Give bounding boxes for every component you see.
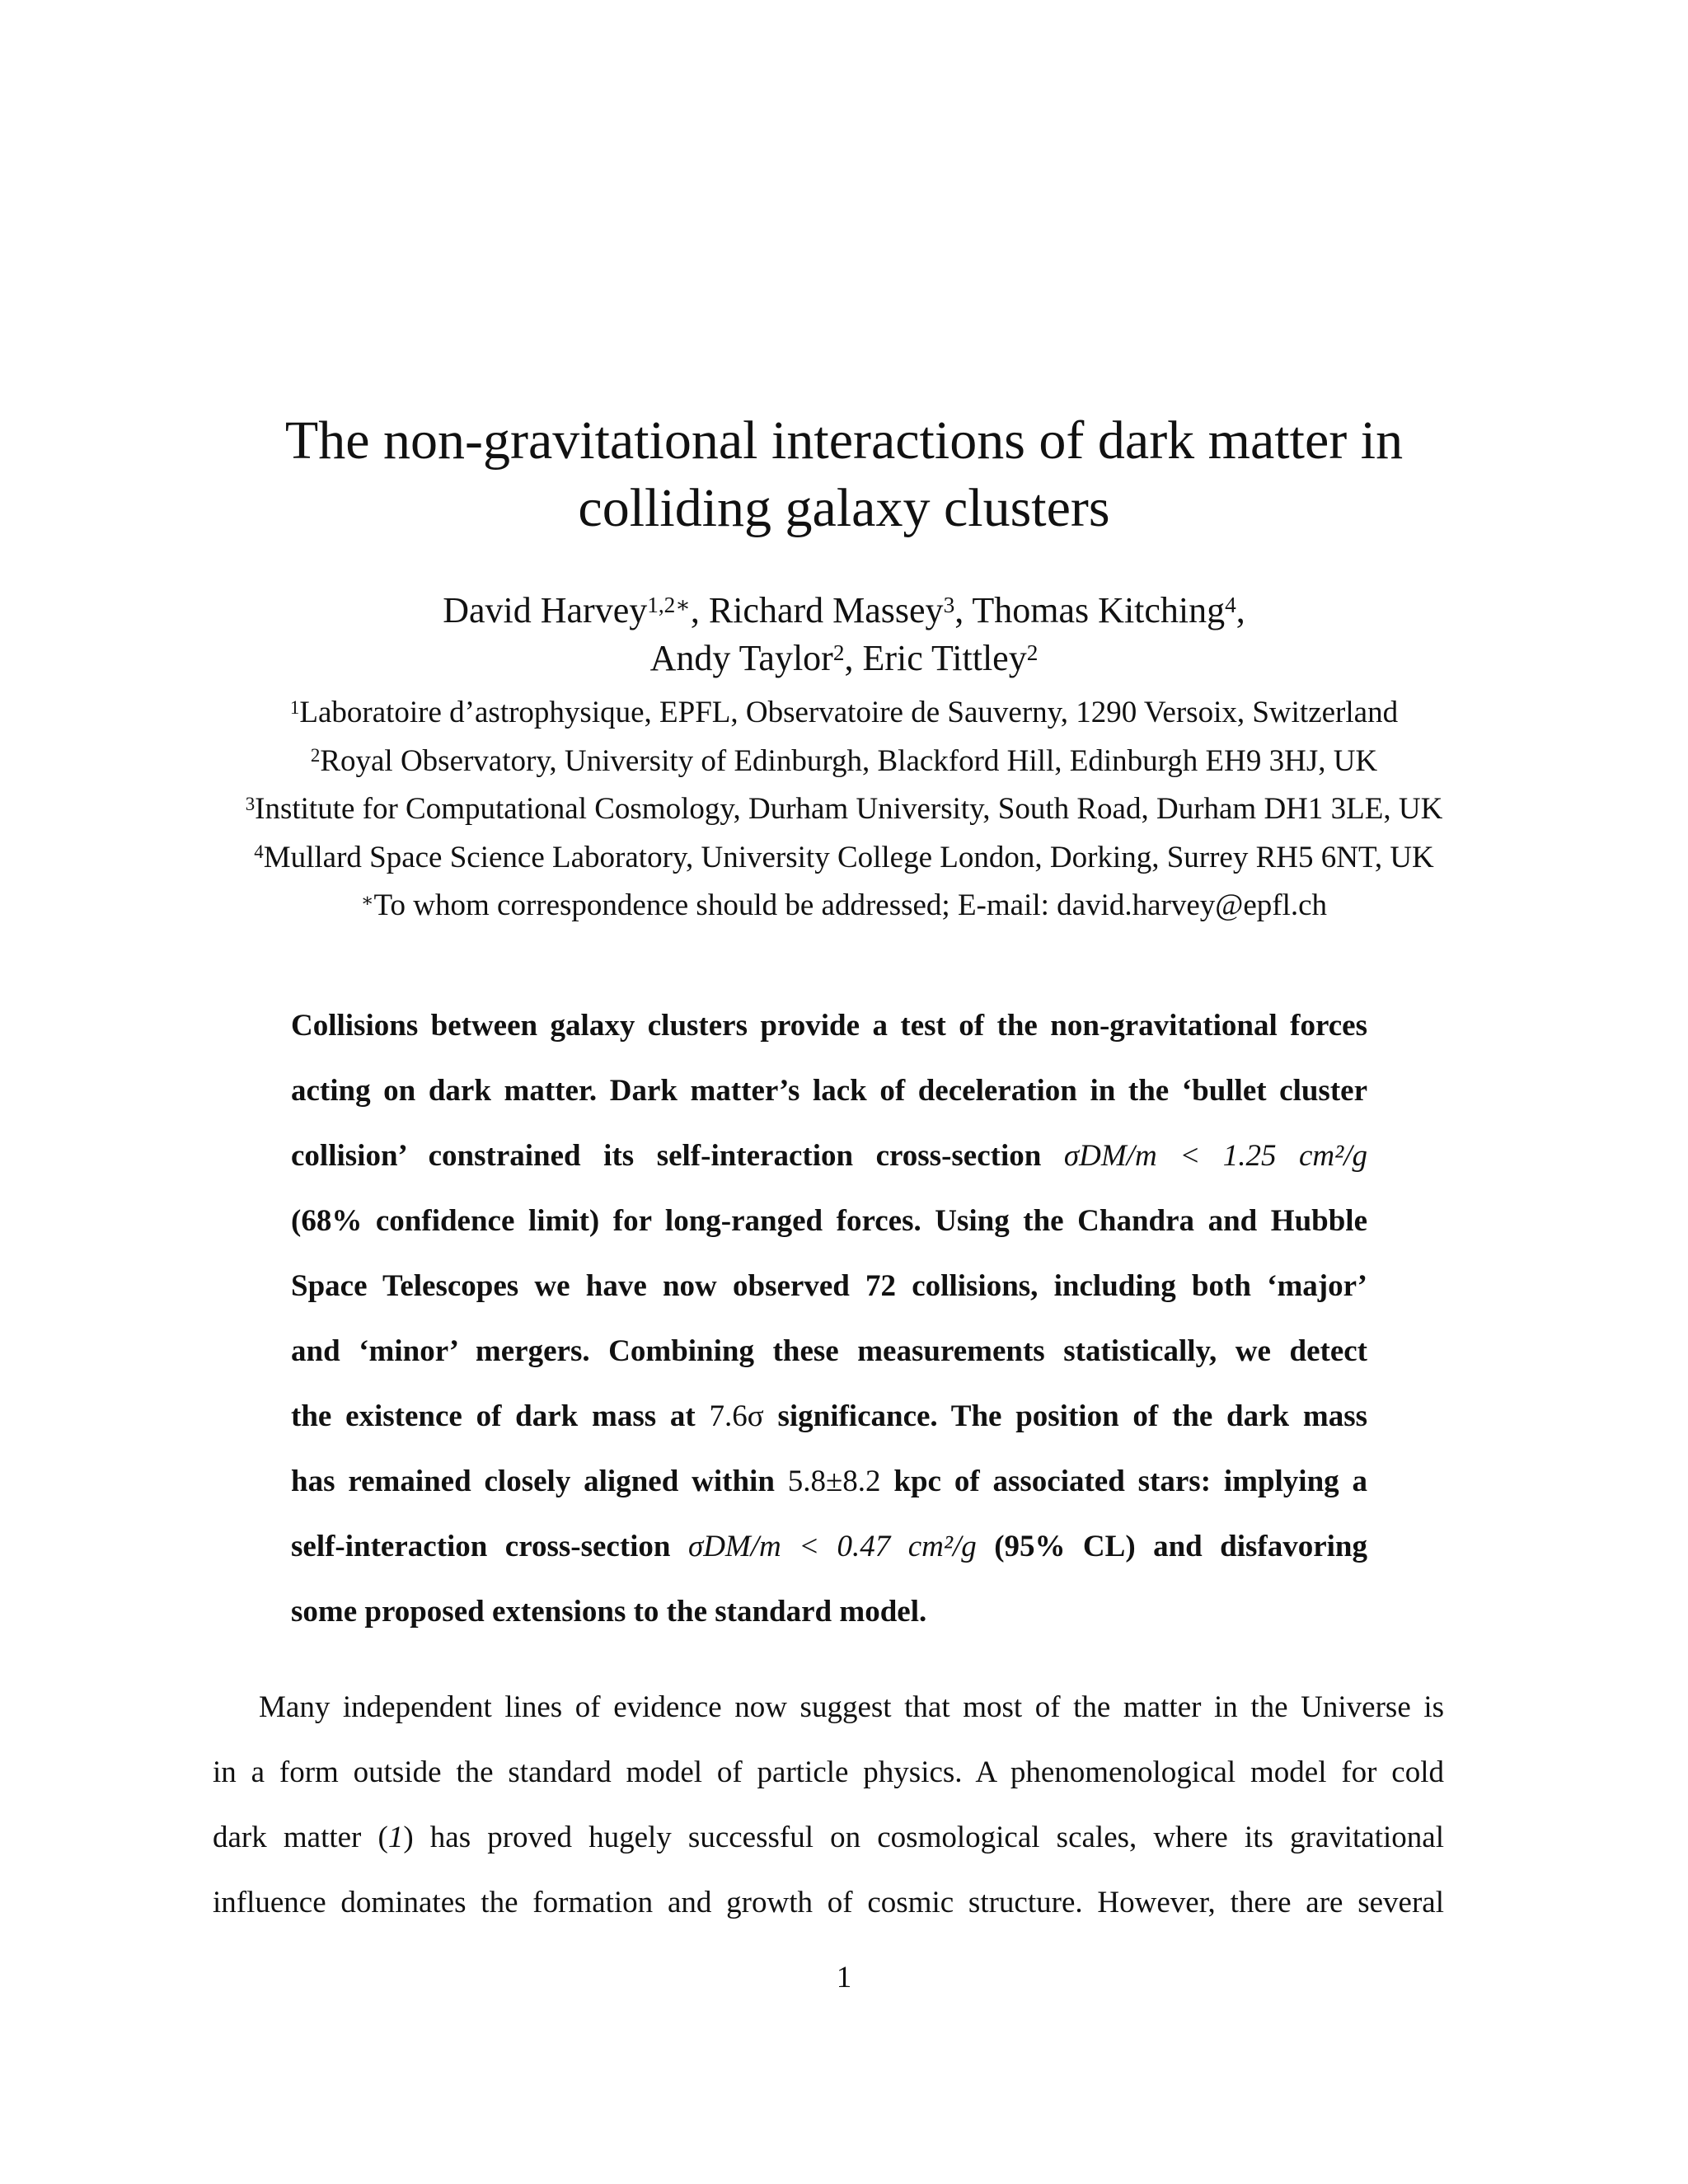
math-expression: σDM/m < 0.47 cm²/g <box>687 1530 977 1563</box>
abstract-line <box>291 1123 1367 1188</box>
abstract-line <box>291 1449 1367 1514</box>
author-affil-marker: 2 <box>1026 640 1039 665</box>
affiliation-text: Royal Observatory, University of Edinburgh, Blackford Hill, Edinburgh EH9 3HJ, UK <box>320 743 1378 778</box>
abstract <box>291 993 1367 1644</box>
affiliation-list <box>0 689 1688 930</box>
affiliation <box>0 738 1688 786</box>
author-name: Thomas Kitching <box>972 590 1226 630</box>
affiliation-text: Mullard Space Science Laboratory, University College London, Dorking, Surrey RH5 6NT, UK <box>263 840 1434 874</box>
affiliation-text: Institute for Computational Cosmology, Durham University, South Road, Durham DH1 3LE, UK <box>255 792 1443 826</box>
abstract-line: acting on dark matter. Dark matter’s lack of deceleration in the ‘bullet cluster <box>291 1074 1367 1108</box>
body-line <box>213 1805 1444 1870</box>
author-name: Eric Tittley <box>862 638 1027 678</box>
affiliation-marker: 2 <box>310 745 321 766</box>
body-line: Many independent lines of evidence now suggest that most of the matter in the Universe is <box>259 1690 1444 1724</box>
paper-title <box>0 407 1688 542</box>
author-affil-marker: 1,2∗ <box>647 592 691 617</box>
author-name: Richard Massey <box>708 590 944 630</box>
abstract-line <box>291 1514 1367 1579</box>
affiliation-marker: 1 <box>289 696 300 718</box>
abstract-text: (95% CL) and disfavoring <box>994 1530 1368 1563</box>
affiliation <box>0 785 1688 834</box>
author-name: Andy Taylor <box>649 638 833 678</box>
body-text: ) has proved hugely successful on cosmological scales, where its gravitational <box>403 1821 1444 1854</box>
author-list <box>0 587 1688 682</box>
author-name: David Harvey <box>443 590 648 630</box>
correspondence-marker: ∗ <box>360 889 374 911</box>
author-line-2: Andy Taylor$^2$, Eric Tittley$^2$ <box>649 638 1039 678</box>
math-expression: σDM/m < 1.25 cm²/g <box>1063 1139 1368 1173</box>
abstract-line: and ‘minor’ mergers. Combining these measurements statistically, we detect <box>291 1334 1367 1368</box>
body-paragraph <box>213 1675 1444 1935</box>
author-affil-marker: 3 <box>943 592 955 617</box>
correspondence-note <box>0 882 1688 930</box>
author-line-1: David Harvey$^{1,2∗}$, Richard Massey$^3$, Thomas Kitching$^4$, <box>443 590 1245 630</box>
author-affil-marker: 2 <box>832 640 845 665</box>
citation-ref[interactable]: 1 <box>387 1821 404 1854</box>
abstract-text: has remained closely aligned within <box>291 1465 775 1498</box>
affiliation-marker: 4 <box>254 841 264 863</box>
title-line-1: The non-gravitational interactions of dark matter in <box>284 410 1404 471</box>
abstract-line: Space Telescopes we have now observed 72 collisions, including both ‘major’ <box>291 1269 1367 1303</box>
affiliation <box>0 689 1688 738</box>
body-line: in a form outside the standard model of particle physics. A phenomenological model for cold <box>213 1755 1444 1789</box>
abstract-text: significance. The position of the dark mass <box>777 1399 1368 1433</box>
correspondence-text: To whom correspondence should be addressed; E-mail: david.harvey@epfl.ch <box>373 888 1328 922</box>
abstract-line: (68% confidence limit) for long-ranged forces. Using the Chandra and Hubble <box>291 1204 1367 1238</box>
abstract-line: some proposed extensions to the standard model. <box>291 1595 927 1629</box>
affiliation-text: Laboratoire d’astrophysique, EPFL, Observatoire de Sauverny, 1290 Versoix, Switzerland <box>299 696 1399 729</box>
math-expression: 7.6σ <box>709 1399 764 1433</box>
abstract-text: the existence of dark mass at <box>291 1399 696 1433</box>
affiliation-marker: 3 <box>245 793 256 814</box>
body-line: influence dominates the formation and growth of cosmic structure. However, there are several <box>213 1886 1444 1919</box>
body-text: dark matter ( <box>213 1821 388 1854</box>
abstract-text: kpc of associated stars: implying a <box>893 1465 1368 1498</box>
title-line-2: colliding galaxy clusters <box>578 478 1110 538</box>
author-affil-marker: 4 <box>1225 592 1236 617</box>
abstract-text: self-interaction cross-section <box>291 1530 671 1563</box>
abstract-line <box>291 1384 1367 1449</box>
math-expression: 5.8±8.2 <box>787 1465 881 1498</box>
abstract-line: Collisions between galaxy clusters provide a test of the non-gravitational forces <box>291 1009 1367 1043</box>
abstract-text: collision’ constrained its self-interaction cross-section <box>291 1139 1042 1173</box>
page-number: 1 <box>836 1961 852 1994</box>
affiliation <box>0 834 1688 883</box>
